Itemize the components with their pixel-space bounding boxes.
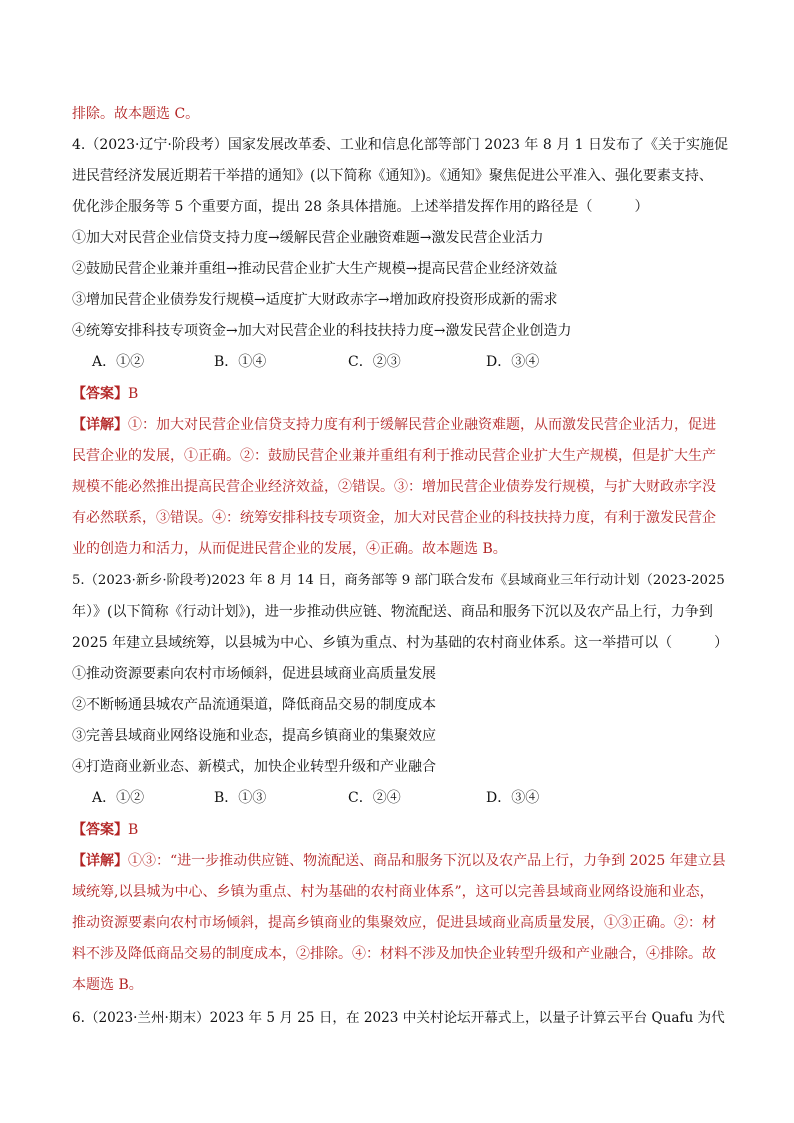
q4-stem-line-2: 进民营经济发展近期若干举措的通知》(以下简称《通知》)。《通知》聚焦促进公平准入、强化要素支持、	[72, 168, 713, 184]
q5-detail-line-2: 域统筹,以县城为中心、乡镇为重点、村为基础的农村商业体系”，这可以完善县域商业网络设施和业态，	[72, 884, 714, 900]
q4-item-3: ③增加民营企业债券发行规模→适度扩大财政赤字→增加政府投资形成新的需求	[72, 292, 558, 308]
q4-option-a: A．①②	[92, 354, 145, 370]
q5-detail-line-1: 【详解】①③：“进一步推动供应链、物流配送、商品和服务下沉以及农产品上行，力争到 2025 年建立县	[72, 853, 726, 869]
q4-item-4: ④统筹安排科技专项资金→加大对民营企业的科技扶持力度→激发民营企业创造力	[72, 323, 572, 339]
q4-option-b: B．①④	[214, 354, 267, 370]
q4-stem-line-1: 4.（2023·辽宁·阶段考）国家发展改革委、工业和信息化部等部门 2023 年 8 月 1 日发布了《关于实施促	[72, 137, 729, 153]
q5-item-4: ④打造商业新业态、新模式，加快企业转型升级和产业融合	[72, 759, 436, 775]
q5-stem-line-3: 2025 年建立县域统筹，以县城为中心、乡镇为重点、村为基础的农村商业体系。这一举措可以（ ）	[72, 635, 729, 651]
q5-stem-line-2: 年）》(以下简称《行动计划》)，进一步推动供应链、物流配送、商品和服务下沉以及农产品上行，力争到	[72, 604, 713, 620]
q5-detail-line-4: 料不涉及降低商品交易的制度成本，②排除。④：材料不涉及加快企业转型升级和产业融合，④排除。故	[72, 946, 716, 962]
q4-detail-line-5: 业的创造力和活力，从而促进民营企业的发展，④正确。故本题选 B。	[72, 541, 507, 557]
q4-stem-line-3: 优化涉企服务等 5 个重要方面，提出 28 条具体措施。上述举措发挥作用的路径是（ ）	[72, 199, 649, 215]
q5-option-d: D．③④	[486, 790, 540, 806]
q5-item-3: ③完善县域商业网络设施和业态，提高乡镇商业的集聚效应	[72, 728, 436, 744]
previous-answer-tail: 排除。故本题选 C。	[72, 106, 200, 122]
q5-stem-line-1: 5.（2023·新乡·阶段考)2023 年 8 月 14 日，商务部等 9 部门联合发布《县域商业三年行动计划（2023-2025	[72, 573, 725, 588]
q5-item-1: ①推动资源要素向农村市场倾斜，促进县域商业高质量发展	[72, 666, 436, 682]
q5-detail-line-5: 本题选 B。	[72, 977, 143, 993]
q5-detail-line-3: 推动资源要素向农村市场倾斜，提高乡镇商业的集聚效应，促进县域商业高质量发展，①③正确。②：材	[72, 915, 716, 931]
q5-detail-tag: 【详解】	[72, 853, 128, 869]
q4-item-1: ①加大对民营企业信贷支持力度→缓解民营企业融资难题→激发民营企业活力	[72, 230, 544, 246]
q5-option-a: A．①②	[92, 790, 145, 806]
q4-answer-tag: 【答案】	[72, 386, 128, 402]
q6-stem-line-1: 6.（2023·兰州·期末）2023 年 5 月 25 日，在 2023 中关村论坛开幕式上，以量子计算云平台 Quafu 为代	[72, 1010, 725, 1026]
q4-detail-line-1: 【详解】①：加大对民营企业信贷支持力度有利于缓解民营企业融资难题，从而激发民营企业活力，促进	[72, 417, 716, 433]
q5-answer	[72, 820, 732, 840]
q4-detail-line-4: 有必然联系，③错误。④：统筹安排科技专项资金，加大对民营企业的科技扶持力度，有利于激发民营企	[72, 510, 716, 526]
q4-detail-line-3: 规模不能必然推出提高民营企业经济效益，②错误。③：增加民营企业债券发行规模，与扩大财政赤字没	[72, 479, 716, 495]
q5-answer-tag: 【答案】	[72, 822, 128, 838]
q4-answer	[72, 384, 732, 404]
q4-detail-tag: 【详解】	[72, 417, 128, 433]
q4-detail-line-2: 民营企业的发展，①正确。②：鼓励民营企业兼并重组有利于推动民营企业扩大生产规模，但是扩大生产	[72, 448, 716, 464]
q4-item-2: ②鼓励民营企业兼并重组→推动民营企业扩大生产规模→提高民营企业经济效益	[72, 261, 558, 277]
q5-answer-value: B	[128, 822, 139, 838]
q4-option-c: C．②③	[348, 354, 401, 370]
q4-answer-value: B	[128, 386, 139, 402]
q5-option-c: C．②④	[348, 790, 401, 806]
q5-option-b: B．①③	[214, 790, 267, 806]
q5-item-2: ②不断畅通县城农产品流通渠道，降低商品交易的制度成本	[72, 697, 436, 713]
q4-option-d: D．③④	[486, 354, 540, 370]
